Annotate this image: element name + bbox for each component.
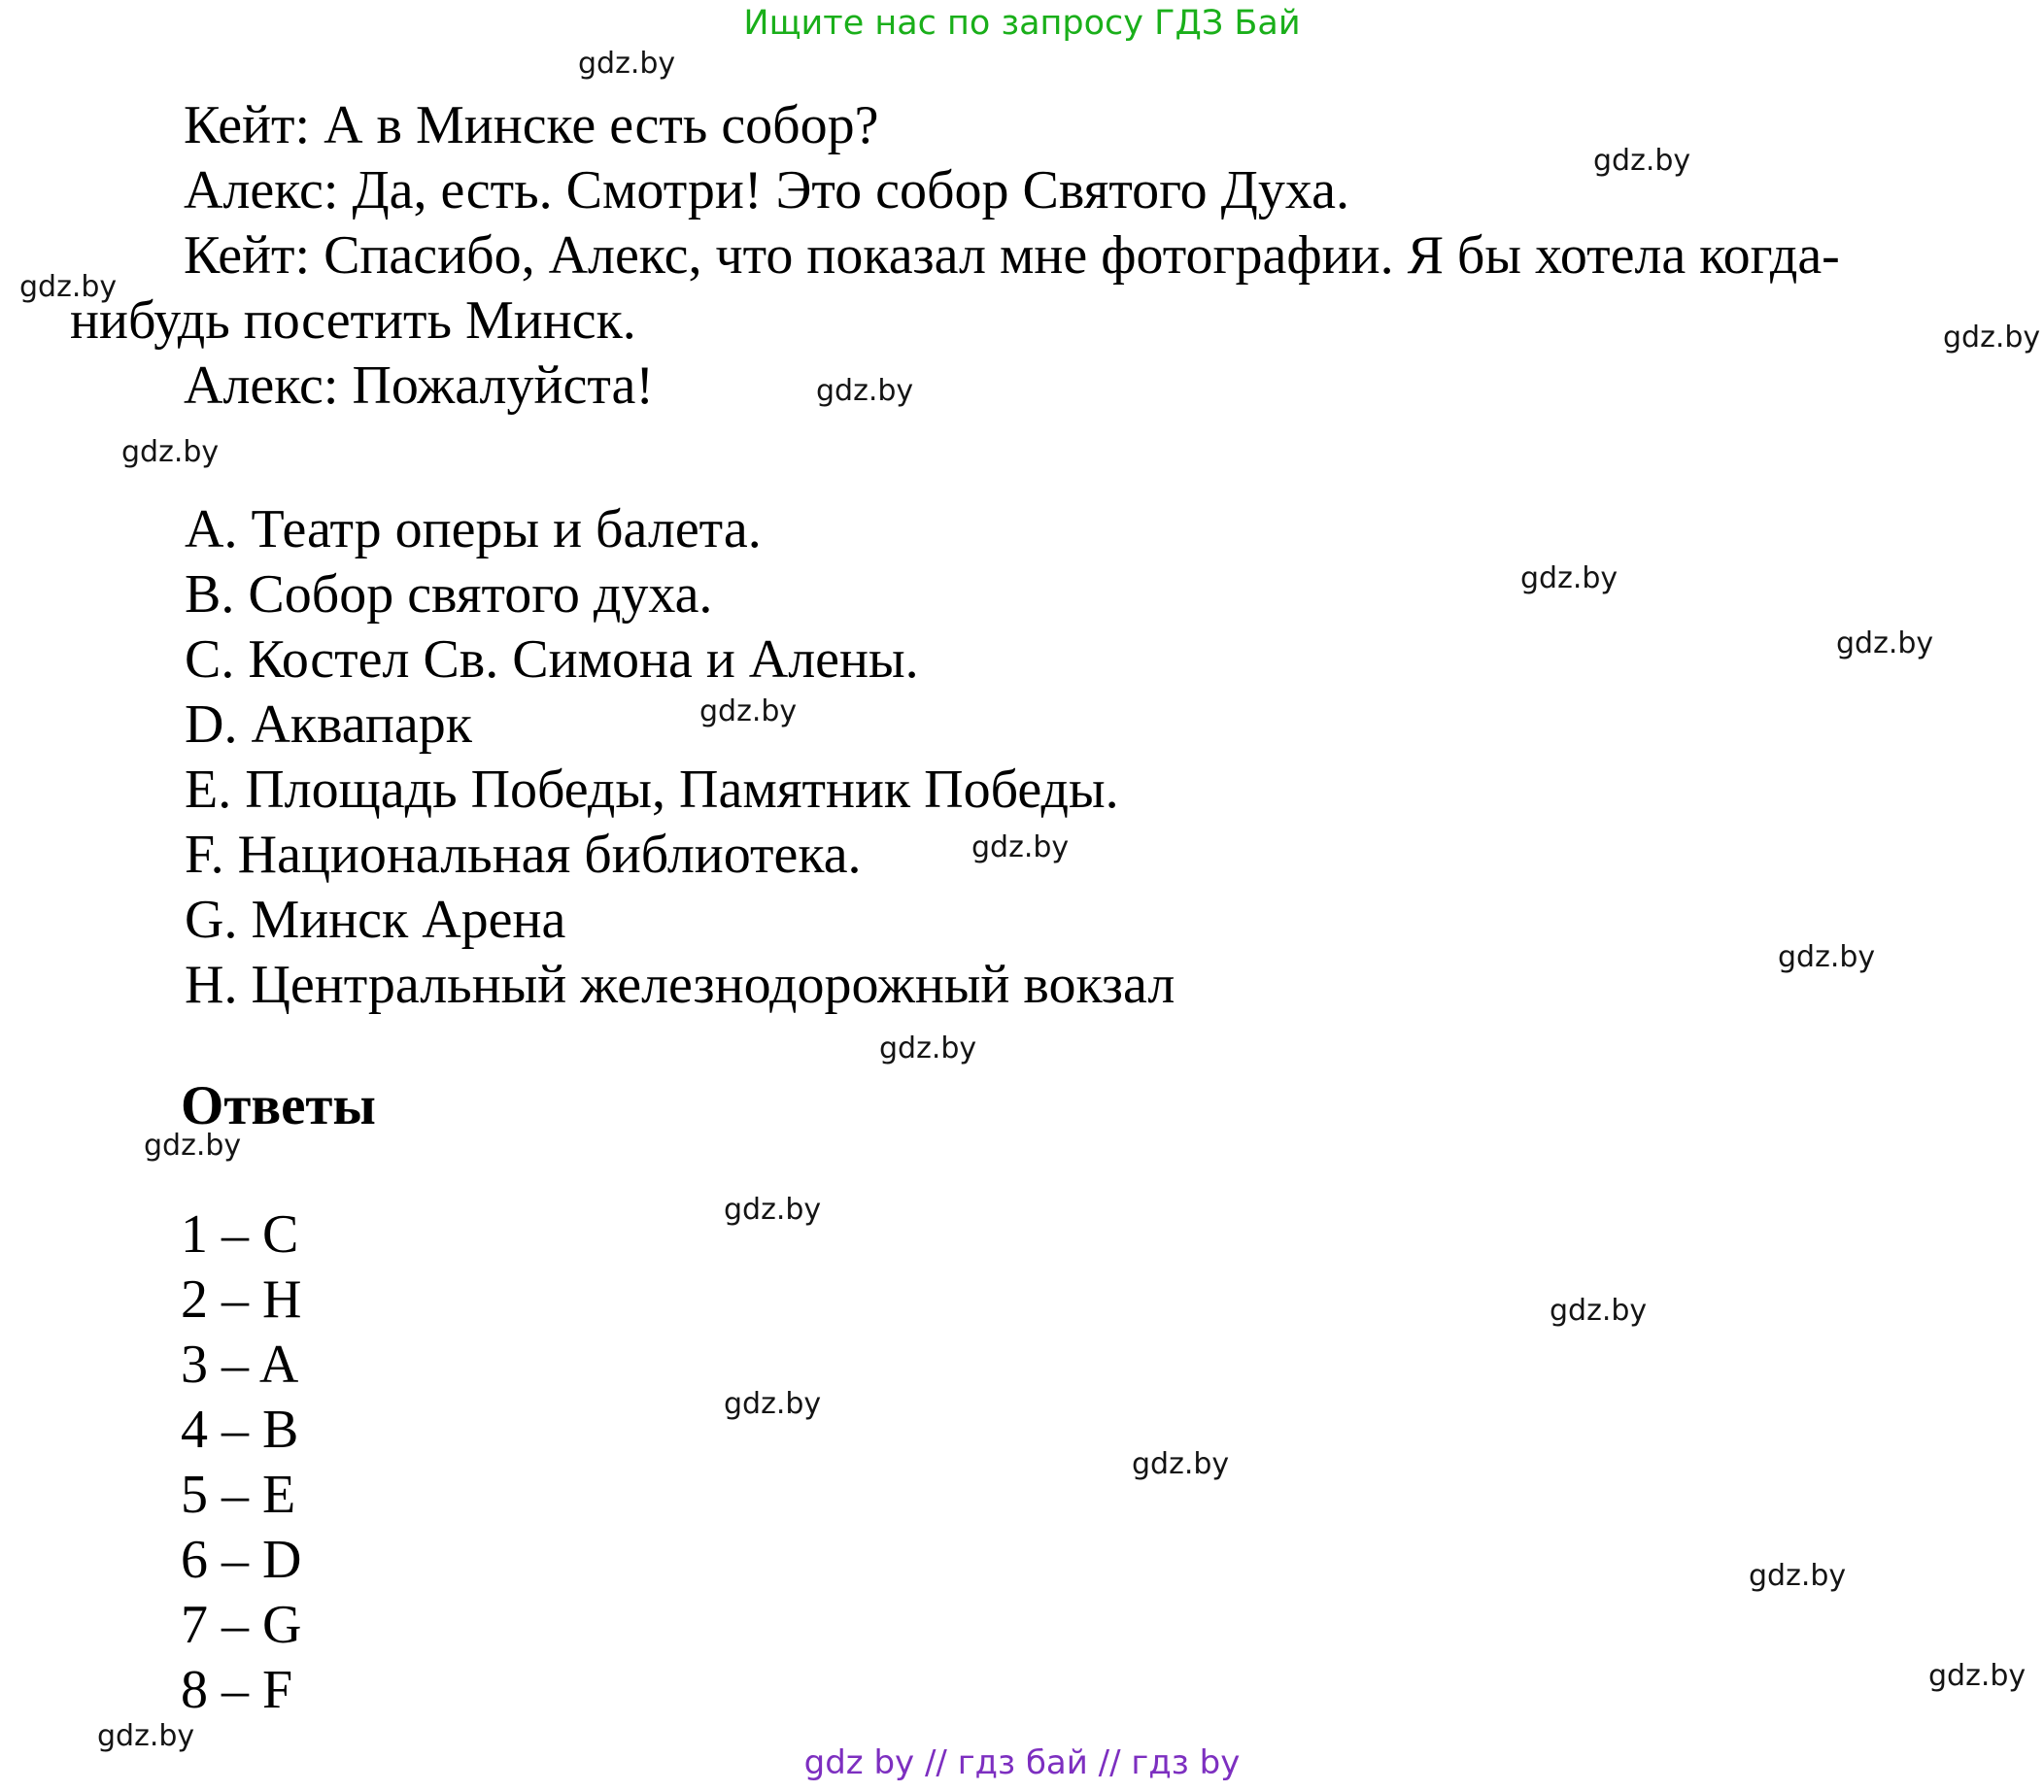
answer-item: 2 – H xyxy=(181,1269,302,1330)
watermark: gdz.by xyxy=(724,1193,822,1227)
option-item: A. Театр оперы и балета. xyxy=(185,499,762,559)
options-list xyxy=(185,497,1175,1018)
watermark: gdz.by xyxy=(699,694,798,728)
watermark: gdz.by xyxy=(1928,1659,2027,1693)
footer-tags: gdz by // гдз бай // гдз by xyxy=(803,1743,1241,1782)
dialogue-block xyxy=(70,93,1993,419)
option-item: D. Аквапарк xyxy=(185,694,472,755)
watermark: gdz.by xyxy=(19,270,118,304)
watermark: gdz.by xyxy=(879,1031,977,1065)
promo-banner: Ищите нас по запросу ГДЗ Бай xyxy=(743,4,1301,43)
option-item: H. Центральный железнодорожный вокзал xyxy=(185,955,1175,1015)
watermark: gdz.by xyxy=(578,47,676,81)
watermark: gdz.by xyxy=(1943,321,2041,355)
answers-list xyxy=(181,1202,301,1723)
watermark: gdz.by xyxy=(144,1129,242,1163)
watermark: gdz.by xyxy=(1132,1447,1230,1481)
watermark: gdz.by xyxy=(1593,144,1691,178)
dialogue-line: нибудь посетить Минск. xyxy=(70,290,636,351)
dialogue-line: Кейт: Спасибо, Алекс, что показал мне фотографии. Я бы хотела когда- xyxy=(184,225,1840,286)
option-item: B. Собор святого духа. xyxy=(185,564,713,625)
watermark: gdz.by xyxy=(1550,1294,1648,1328)
answer-item: 1 – C xyxy=(181,1204,299,1265)
watermark: gdz.by xyxy=(1749,1559,1847,1593)
watermark: gdz.by xyxy=(724,1387,822,1421)
option-item: F. Национальная библиотека. xyxy=(185,825,862,885)
answer-item: 4 – B xyxy=(181,1400,299,1460)
answers-heading: Ответы xyxy=(181,1075,376,1136)
answer-item: 5 – E xyxy=(181,1465,296,1525)
watermark: gdz.by xyxy=(816,374,914,408)
watermark: gdz.by xyxy=(1836,626,1934,660)
dialogue-line: Алекс: Да, есть. Смотри! Это собор Святого Духа. xyxy=(184,160,1349,220)
option-item: E. Площадь Победы, Памятник Победы. xyxy=(185,760,1119,820)
answer-item: 3 – A xyxy=(181,1335,299,1395)
watermark: gdz.by xyxy=(97,1719,195,1753)
answer-item: 7 – G xyxy=(181,1595,302,1655)
watermark: gdz.by xyxy=(1778,940,1876,974)
answer-item: 6 – D xyxy=(181,1530,302,1590)
watermark: gdz.by xyxy=(1520,561,1618,595)
watermark: gdz.by xyxy=(121,435,220,469)
answer-item: 8 – F xyxy=(181,1660,293,1720)
watermark: gdz.by xyxy=(971,830,1070,864)
option-item: C. Костел Св. Симона и Алены. xyxy=(185,629,919,690)
dialogue-line: Кейт: А в Минске есть собор? xyxy=(184,95,879,155)
option-item: G. Минск Арена xyxy=(185,890,566,950)
dialogue-line: Алекс: Пожалуйста! xyxy=(184,355,654,416)
